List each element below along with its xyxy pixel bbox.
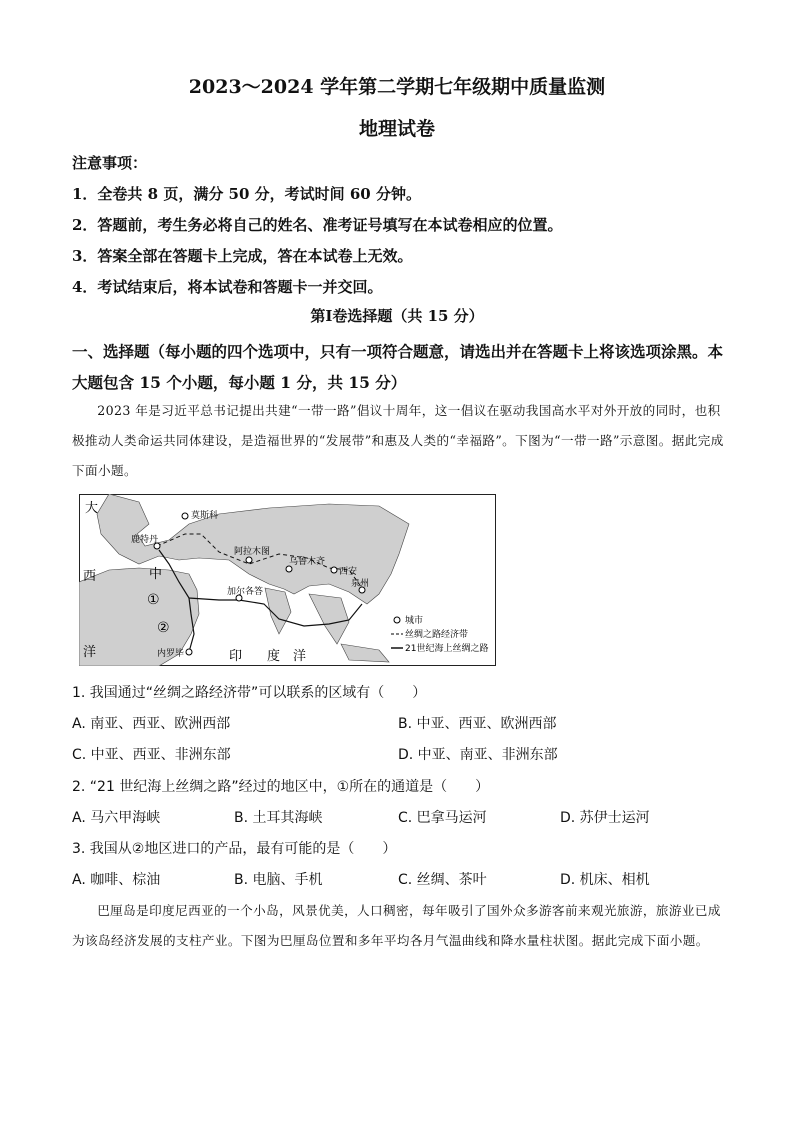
notice-item: 2．答题前，考生务必将自己的姓名、准考证号填写在本试卷相应的位置。 [72,216,563,234]
question-2-stem: 2. “21 世纪海上丝绸之路”经过的地区中，①所在的通道是（ ） [72,779,490,795]
map-city-label: 鹿特丹 [131,535,159,545]
question-3-option-d[interactable]: D. 机床、相机 [560,872,650,888]
question-2-option-b[interactable]: B. 土耳其海峡 [234,810,323,826]
map-city-label: 阿拉木图 [234,547,271,557]
question-1-option-d[interactable]: D. 中亚、南亚、非洲东部 [398,747,558,763]
section-instruction: 一、选择题（每小题的四个选项中，只有一项符合题意，请选出并在答题卡上将该选项涂黑。本大题包含 15 个小题，每小题 1 分，共 15 分） [72,342,724,392]
notice-item: 3．答案全部在答题卡上完成，答在本试卷上无效。 [72,247,413,265]
map-region-label: 洋 [83,645,97,660]
map-region-label: 印 [229,649,243,664]
notice-item: 1．全卷共 8 页，满分 50 分，考试时间 60 分钟。 [72,185,421,203]
question-3-option-c[interactable]: C. 丝绸、茶叶 [398,872,487,888]
question-3-option-a[interactable]: A. 咖啡、棕油 [72,872,161,888]
question-3-stem: 3. 我国从②地区进口的产品，最有可能的是（ ） [72,841,397,857]
map-marker-1: ① [147,592,160,608]
question-1-option-a[interactable]: A. 南亚、西亚、欧洲西部 [72,716,231,732]
legend-maritime-road: 21世纪海上丝绸之路 [405,644,489,654]
question-1-option-c[interactable]: C. 中亚、西亚、非洲东部 [72,747,231,763]
map-city-label: 乌鲁木齐 [289,557,326,567]
question-2-option-c[interactable]: C. 巴拿马运河 [398,810,487,826]
map-city-label: 内罗毕 [157,649,185,659]
legend-city: 城市 [405,616,424,626]
map-region-label: 度 [267,649,281,664]
exam-title: 2023～2024 学年第二学期七年级期中质量监测 [188,76,606,98]
legend-land-belt: 丝绸之路经济带 [405,630,469,640]
exam-subtitle: 地理试卷 [358,118,435,140]
passage-bali: 巴厘岛是印度尼西亚的一个小岛，风景优美，人口稠密，每年吸引了国外众多游客前来观光旅游，旅游业已成为该岛经济发展的支柱产业。下图为巴厘岛位置和多年平均各月气温曲线和降水量柱状图。据此完成下面小题。 [72,903,721,948]
question-1-option-b[interactable]: B. 中亚、西亚、欧洲西部 [398,716,557,732]
map-region-label: 洋 [293,649,307,664]
question-1-stem: 1. 我国通过“丝绸之路经济带”可以联系的区域有（ ） [72,685,427,701]
question-3-option-b[interactable]: B. 电脑、手机 [234,872,323,888]
map-region-label: 中 [149,567,163,582]
map-city-label: 西安 [339,567,358,577]
notice-heading: 注意事项： [72,154,148,172]
map-city-label: 加尔各答 [227,587,264,597]
notice-item: 4．考试结束后，将本试卷和答题卡一并交回。 [72,278,383,296]
map-region-label: 西 [83,569,97,584]
passage-belt-road: 2023 年是习近平总书记提出共建“一带一路”倡议十周年，这一倡议在驱动我国高水平对外开放的同时，也积极推动人类命运共同体建设，是造福世界的“发展带”和惠及人类的“幸福路”。下图为“一带一路”示意图。据此完成下面小题。 [72,403,724,478]
section-heading: 第Ⅰ卷选择题（共 15 分） [310,307,484,325]
belt-road-map [79,494,496,666]
question-2-option-a[interactable]: A. 马六甲海峡 [72,810,161,826]
map-marker-2: ② [157,620,170,636]
map-city-label: 莫斯科 [191,511,219,521]
map-region-label: 大 [85,501,99,516]
map-legend [387,612,495,656]
map-city-label: 泉州 [351,579,370,589]
question-2-option-d[interactable]: D. 苏伊士运河 [560,810,650,826]
